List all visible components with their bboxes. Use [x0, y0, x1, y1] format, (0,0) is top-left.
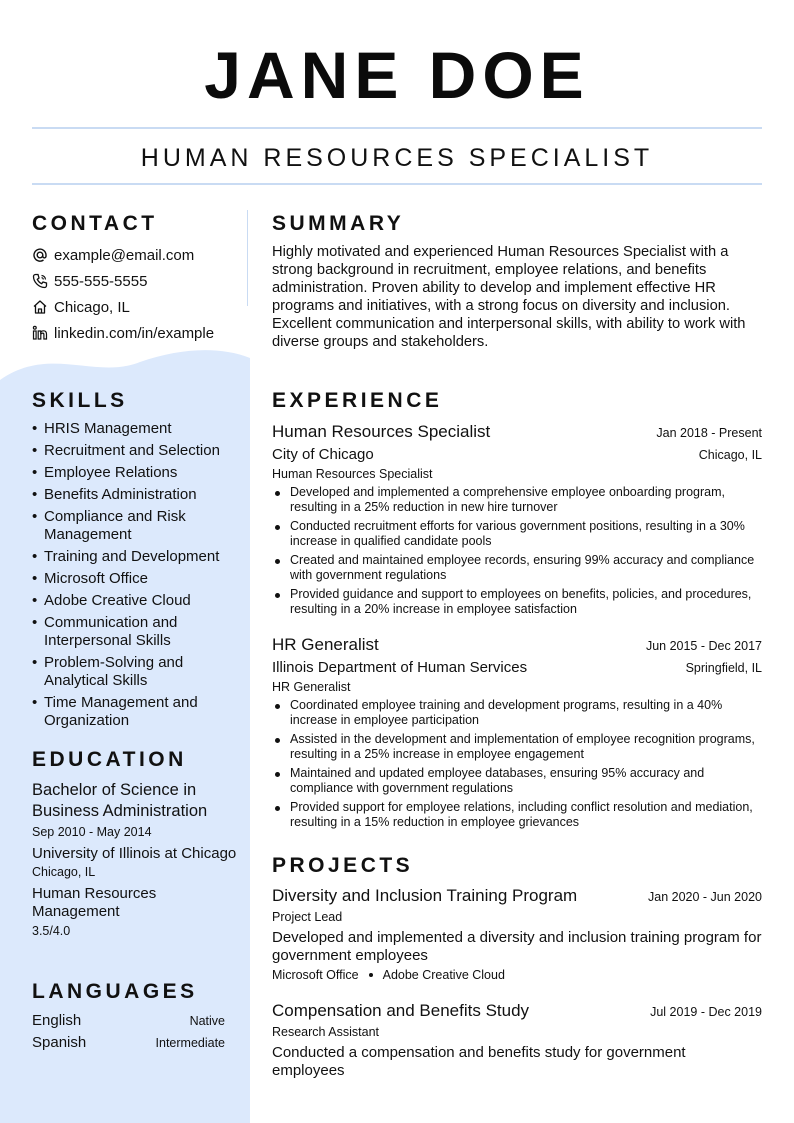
linkedin-icon [32, 325, 48, 341]
resume-title: HUMAN RESOURCES SPECIALIST [140, 144, 654, 172]
skill-item: • Time Management and Organization [32, 694, 237, 730]
project-tag: Adobe Creative Cloud [382, 968, 505, 982]
job-bullet: Assisted in the development and implementation of employee recognition programs, resulting in a 25% increase in employee engagement [272, 732, 762, 762]
skill-item: • Communication and Interpersonal Skills [32, 614, 237, 650]
job-bullet: Provided support for employee relations, including conflict resolution and mediation, resulting in a 15% reduction in employee grievances [272, 800, 762, 830]
summary-heading: SUMMARY [272, 212, 405, 235]
job-organization: City of Chicago [272, 446, 374, 463]
language-name: Spanish [32, 1034, 87, 1051]
project-role: Project Lead [272, 910, 343, 924]
column-divider [247, 210, 248, 306]
summary-text: Highly motivated and experienced Human Resources Specialist with a strong background in recruitment, employee relations, and benefits administration. Proven ability to develop and implement effective HR programs and initiatives, with a strong focus on diversity and inclusion. Excellent communication and interpersonal skills, with ability to work with diverse groups and stakeholders. [272, 244, 746, 350]
phone-icon [32, 273, 48, 289]
project-description: Developed and implemented a diversity and inclusion training program for government employees [272, 929, 762, 964]
education-school: University of Illinois at Chicago [32, 845, 237, 862]
skill-item: • Employee Relations [32, 464, 237, 482]
education-entry [32, 780, 237, 944]
contact-list [32, 242, 242, 346]
contact-phone[interactable] [32, 268, 242, 294]
skill-item: • Training and Development [32, 548, 237, 566]
education-dates: Sep 2010 - May 2014 [32, 825, 152, 839]
education-degree: Bachelor of Science in Business Administration [32, 781, 208, 820]
header-rule-top [32, 127, 762, 129]
job-location: Springfield, IL [685, 661, 762, 675]
skill-item: • Compliance and Risk Management [32, 508, 237, 544]
job-bullet: Provided guidance and support to employees on benefits, policies, and procedures, resulting in a 20% increase in employee satisfaction [272, 587, 762, 617]
job-subtitle: HR Generalist [272, 680, 351, 694]
language-level: Native [189, 1014, 225, 1028]
contact-linkedin-text: linkedin.com/in/example [54, 324, 215, 342]
project-tag: Microsoft Office [272, 968, 359, 982]
language-row [32, 1012, 225, 1029]
job-bullet: Developed and implemented a comprehensive employee onboarding program, resulting in a 25% reduction in new hire turnover [272, 485, 762, 515]
job-bullet: Created and maintained employee records, ensuring 99% accuracy and compliance with government regulations [272, 553, 762, 583]
language-row [32, 1034, 225, 1051]
resume-name: JANE DOE [204, 38, 590, 112]
job-bullets [272, 485, 762, 617]
experience-entry [272, 421, 762, 621]
skills-heading: SKILLS [32, 389, 128, 412]
contact-location [32, 294, 242, 320]
job-organization: Illinois Department of Human Services [272, 659, 528, 676]
contact-location-text: Chicago, IL [54, 298, 130, 316]
job-bullet: Coordinated employee training and development programs, resulting in a 40% increase in employee participation [272, 698, 762, 728]
home-icon [32, 299, 48, 315]
project-dates: Jul 2019 - Dec 2019 [650, 1005, 762, 1019]
job-location: Chicago, IL [698, 448, 762, 462]
job-title: HR Generalist [272, 635, 379, 654]
tag-separator [369, 973, 373, 977]
skills-list [32, 420, 237, 734]
experience-entry [272, 634, 762, 834]
project-entry [272, 885, 762, 982]
skill-item: • Problem-Solving and Analytical Skills [32, 654, 237, 690]
contact-heading: CONTACT [32, 212, 158, 235]
job-title: Human Resources Specialist [272, 422, 491, 441]
job-bullet: Conducted recruitment efforts for various government positions, resulting in a 30% increase in qualified candidate pools [272, 519, 762, 549]
education-heading: EDUCATION [32, 748, 187, 771]
project-tags [272, 968, 762, 982]
languages-heading: LANGUAGES [32, 980, 198, 1003]
skill-item: • HRIS Management [32, 420, 237, 438]
education-location: Chicago, IL [32, 865, 96, 879]
project-title: Compensation and Benefits Study [272, 1001, 530, 1020]
job-dates: Jan 2018 - Present [656, 426, 762, 440]
project-role: Research Assistant [272, 1025, 379, 1039]
project-title: Diversity and Inclusion Training Program [272, 886, 578, 905]
job-subtitle: Human Resources Specialist [272, 467, 433, 481]
project-description: Conducted a compensation and benefits study for government employees [272, 1044, 686, 1079]
contact-email-text: example@email.com [54, 246, 195, 264]
skill-item: • Benefits Administration [32, 486, 237, 504]
header-rule-bottom [32, 183, 762, 185]
language-level: Intermediate [155, 1036, 225, 1050]
job-bullets [272, 698, 762, 830]
contact-phone-text: 555-555-5555 [54, 272, 148, 290]
contact-email[interactable] [32, 242, 242, 268]
at-icon [32, 247, 48, 263]
project-entry [272, 1000, 762, 1080]
language-name: English [32, 1012, 82, 1029]
job-bullet: Maintained and updated employee databases, ensuring 95% accuracy and compliance with government regulations [272, 766, 762, 796]
contact-linkedin[interactable] [32, 320, 242, 346]
job-dates: Jun 2015 - Dec 2017 [645, 639, 762, 653]
education-gpa: 3.5/4.0 [32, 924, 71, 938]
skill-item: • Recruitment and Selection [32, 442, 237, 460]
project-dates: Jan 2020 - Jun 2020 [648, 890, 762, 904]
projects-heading: PROJECTS [272, 854, 414, 877]
experience-heading: EXPERIENCE [272, 389, 443, 412]
education-minor: Human Resources Management [32, 885, 157, 920]
skill-item: • Microsoft Office [32, 570, 237, 588]
skill-item: • Adobe Creative Cloud [32, 592, 237, 610]
